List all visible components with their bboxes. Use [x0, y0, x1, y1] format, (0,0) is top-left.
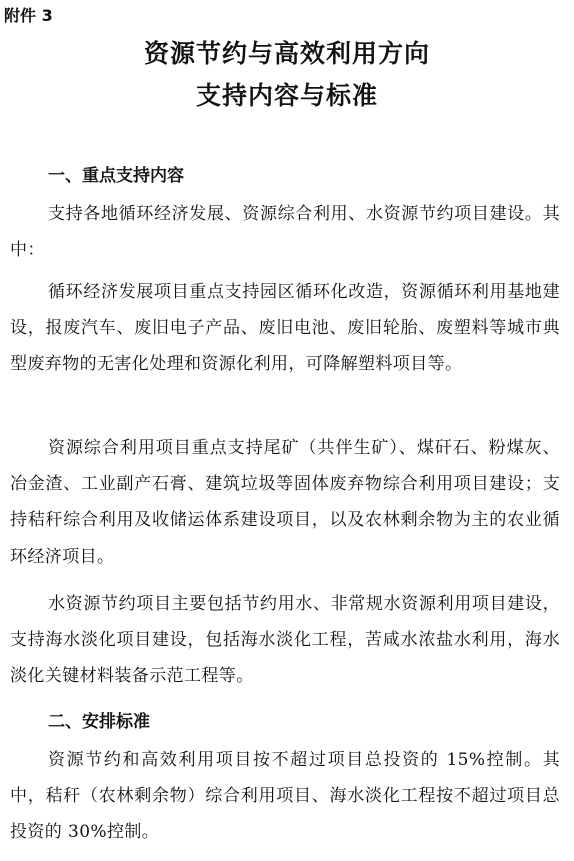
- section-1-paragraph-3: 资源综合利用项目重点支持尾矿（共伴生矿）、煤矸石、粉煤灰、冶金渣、工业副产石膏、建筑垃圾等固体废弃物综合利用项目建设；支持秸秆综合利用及收储运体系建设项目，以及农林剩余物为主的农业循环经济项目。: [10, 438, 560, 567]
- section-1-paragraph-4: 水资源节约项目主要包括节约用水、非常规水资源利用项目建设，支持海水淡化项目建设，包括海水淡化工程，苦咸水浓盐水利用，海水淡化关键材料装备示范工程等。: [10, 594, 560, 687]
- title-line-1: 资源节约与高效利用方向: [143, 39, 430, 68]
- title-line-2: 支持内容与标准: [195, 81, 378, 110]
- attachment-label: 附件 3: [4, 6, 53, 25]
- section-2-heading: 二、安排标准: [48, 712, 150, 732]
- section-2-paragraph-1: 资源节约和高效利用项目按不超过项目总投资的 15%控制。其中，秸秆（农林剩余物）综合利用项目、海水淡化工程按不超过项目总投资的 30%控制。: [10, 750, 560, 843]
- section-1-paragraph-1: 支持各地循环经济发展、资源综合利用、水资源节约项目建设。其中：: [10, 204, 560, 261]
- section-1-heading: 一、重点支持内容: [48, 166, 184, 186]
- section-1-paragraph-2: 循环经济发展项目重点支持园区循环化改造，资源循环利用基地建设，报废汽车、废旧电子产品、废旧电池、废旧轮胎、废塑料等城市典型废弃物的无害化处理和资源化利用，可降解塑料项目等。: [10, 282, 560, 375]
